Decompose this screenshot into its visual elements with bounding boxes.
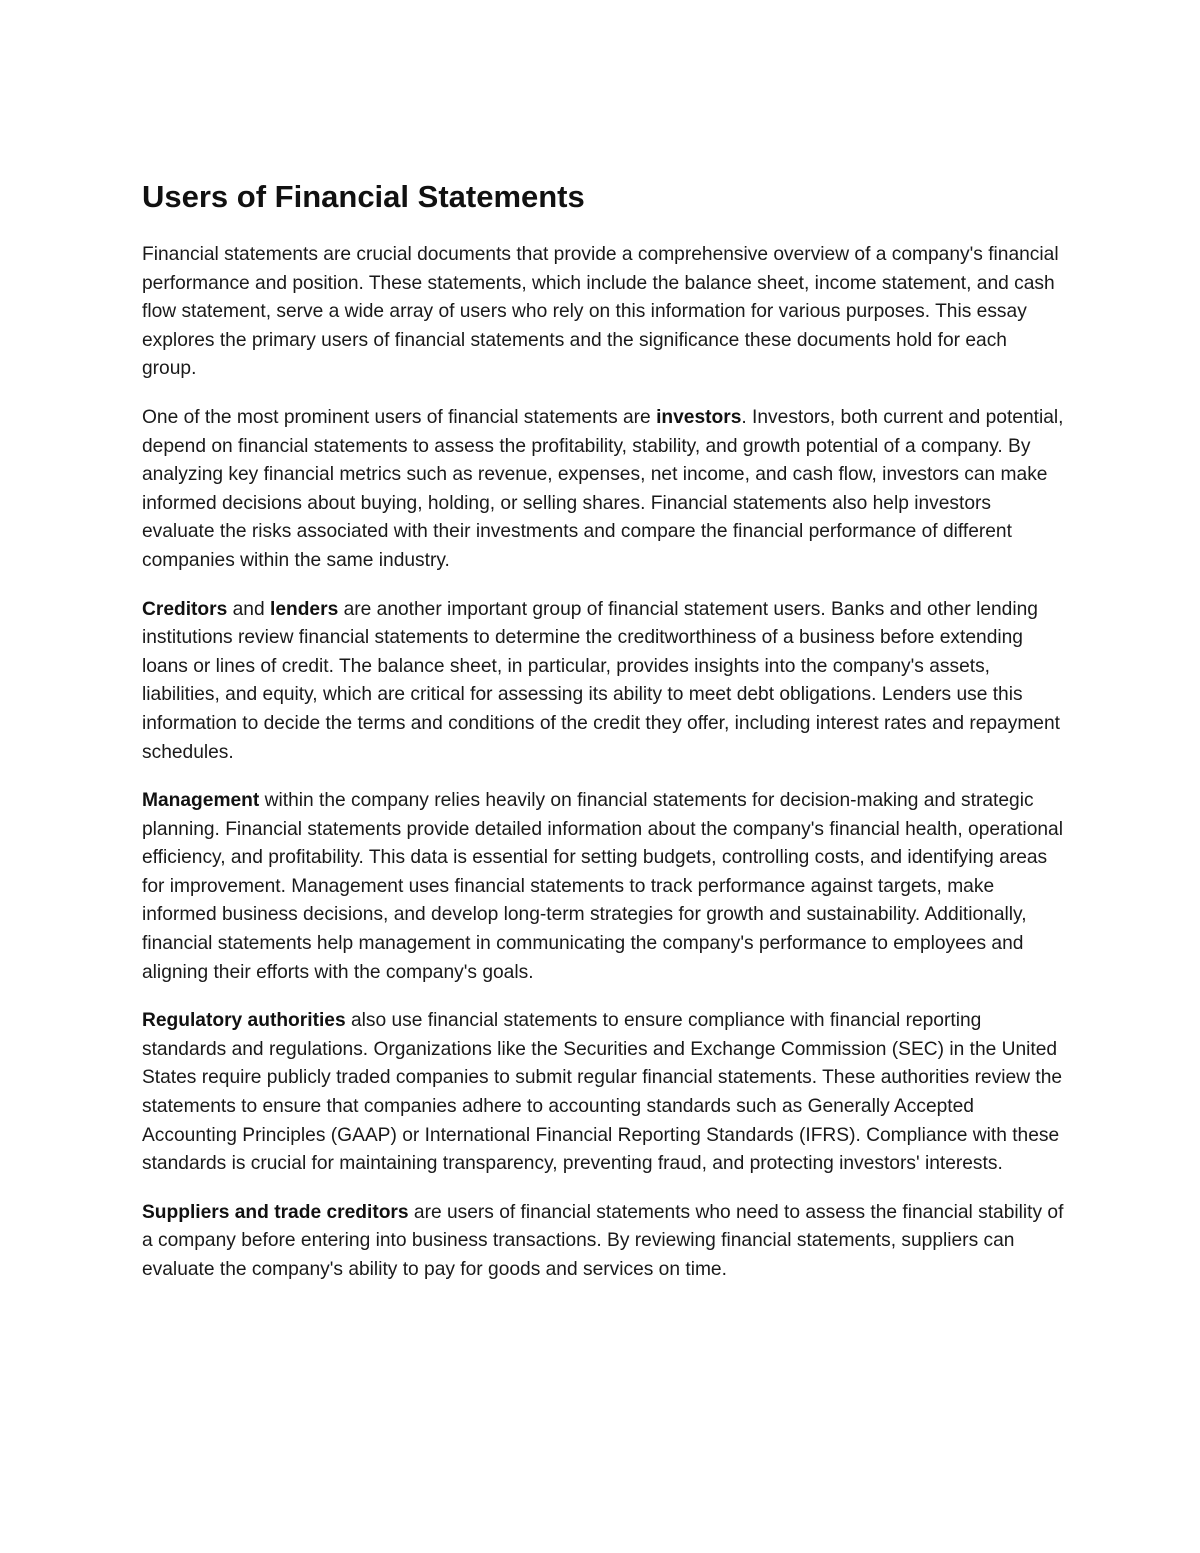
regulators-term: Regulatory authorities xyxy=(142,1010,346,1032)
suppliers-term: Suppliers and trade creditors xyxy=(142,1201,409,1223)
creditors-text-mid: and xyxy=(227,598,270,620)
paragraph-intro: Financial statements are crucial documents that provide a comprehensive overview of a company's financial performance and position. These statements, which include the balance sheet, income statement, and cash flow statement, serve a wide array of users who rely on this information for various purposes. This essay explores the primary users of financial statements and the significance these documents hold for each group. xyxy=(142,244,1059,380)
management-term: Management xyxy=(142,790,260,812)
suppliers-text-post: are users of financial statements who need to assess the financial stability of a company before entering into business transactions. By reviewing financial statements, suppliers can evaluate the company's ability to pay for goods and services on time. xyxy=(142,1201,1064,1280)
investors-text-post: . Investors, both current and potential, depend on financial statements to assess the profitability, stability, and growth potential of a company. By analyzing key financial metrics such as revenue, expenses, net income, and cash flow, investors can make informed decisions about buying, holding, or selling shares. Financial statements also help investors evaluate the risks associated with their investments and compare the financial performance of different companies within the same industry. xyxy=(142,406,1064,571)
paragraph-management xyxy=(142,787,1064,987)
paragraph-regulators xyxy=(142,1007,1064,1179)
paragraph-creditors xyxy=(142,596,1064,768)
document-title: Users of Financial Statements xyxy=(142,179,585,214)
regulators-text-post: also use financial statements to ensure compliance with financial reporting standards and regulations. Organizations like the Securities and Exchange Commission (SEC) in the United States require publicly traded companies to submit regular financial statements. These authorities review the statements to ensure that companies adhere to accounting standards such as Generally Accepted Accounting Principles (GAAP) or International Financial Reporting Standards (IFRS). Compliance with these standards is crucial for maintaining transparency, preventing fraud, and protecting investors' interests. xyxy=(142,1010,1063,1175)
investors-text-pre: One of the most prominent users of financial statements are xyxy=(142,406,657,428)
creditors-text-post: are another important group of financial statement users. Banks and other lending institutions review financial statements to determine the creditworthiness of a business before extending loans or lines of credit. The balance sheet, in particular, provides insights into the company's assets, liabilities, and equity, which are critical for assessing its ability to meet debt obligations. Lenders use this information to decide the terms and conditions of the credit they offer, including interest rates and repayment schedules. xyxy=(142,598,1060,763)
management-text-post: within the company relies heavily on financial statements for decision-making and strategic planning. Financial statements provide detailed information about the company's financial health, operational efficiency, and profitability. This data is essential for setting budgets, controlling costs, and identifying areas for improvement. Management uses financial statements to track performance against targets, make informed business decisions, and develop long-term strategies for growth and sustainability. Additionally, financial statements help management in communicating the company's performance to employees and aligning their efforts with the company's goals. xyxy=(142,790,1063,983)
paragraph-investors xyxy=(142,404,1064,576)
creditors-term: Creditors xyxy=(142,598,228,620)
paragraph-suppliers xyxy=(142,1199,1064,1285)
document-page xyxy=(142,178,1064,1305)
investors-term: investors xyxy=(656,406,742,428)
lenders-term: lenders xyxy=(269,598,339,620)
